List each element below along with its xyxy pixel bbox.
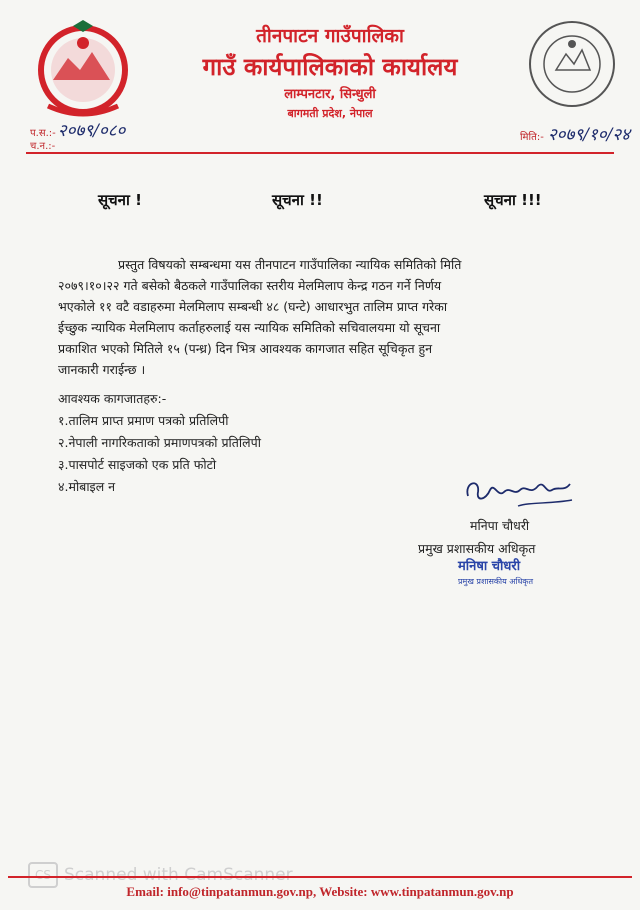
- list-item: २.नेपाली नागरिकताको प्रमाणपत्रको प्रतिलिपी: [58, 435, 261, 450]
- stamp-name: मनिषा चौधरी: [458, 559, 521, 574]
- required-documents-heading: आवश्यक कागजातहरु:-: [58, 391, 167, 406]
- body-line: भएकोले ११ वटै वडाहरुमा मेलमिलाप सम्बन्धी ४८ (घन्टे) आधारभुत तालिम प्राप्त गरेका: [58, 299, 448, 314]
- office-name: गाउँ कार्यपालिकाको कार्यालय: [202, 53, 458, 81]
- letter-date: [520, 122, 630, 145]
- nepal-emblem-icon: [28, 18, 138, 118]
- body-line: प्रकाशित भएको मितिले १५ (पन्ध्र) दिन भित्र आवश्यक कागजात सहित सूचिकृत हुन: [58, 341, 433, 356]
- body-line: ईच्छुक न्यायिक मेलमिलाप कर्ताहरुलाई यस न्यायिक समितिको सचिवालयमा यो सूचना: [58, 320, 441, 335]
- required-documents-list: [58, 410, 261, 498]
- municipality-name: तीनपाटन गाउँपालिका: [256, 25, 404, 47]
- province-name: बागमती प्रदेश, नेपाल: [287, 107, 373, 120]
- footer-contact: Email: info@tinpatanmun.gov.np, Website: www.tinpatanmun.gov.np: [126, 884, 514, 899]
- stamp-title: प्रमुख प्रशासकीय अधिकृत: [458, 577, 534, 586]
- notice-body: [58, 254, 588, 380]
- notice-heading-3: सूचना !!!: [484, 191, 542, 209]
- notice-heading-1: सूचना !: [98, 191, 142, 209]
- list-item: ४.मोबाइल न: [58, 479, 116, 494]
- letter-number-label: प.स.:-: [30, 128, 56, 139]
- municipal-seal-icon: [526, 18, 618, 110]
- list-item: ३.पासपोर्ट साइजको एक प्रति फोटो: [58, 457, 217, 472]
- body-line: २०७९।१०।२२ गते बसेको बैठकले गाउँपालिका स्तरीय मेलमिलाप केन्द्र गठन गर्ने निर्णय: [58, 278, 442, 293]
- watermark-text: Scanned with CamScanner: [64, 865, 293, 885]
- date-value: २०७९/१०/२४: [547, 125, 630, 145]
- header-divider: [26, 152, 614, 154]
- signatory-title: प्रमुख प्रशासकीय अधिकृत: [418, 541, 536, 556]
- body-line: प्रस्तुत विषयको सम्बन्धमा यस तीनपाटन गाउँपालिका न्यायिक समितिको मिति: [118, 257, 462, 272]
- list-item: १.तालिम प्राप्त प्रमाण पत्रको प्रतिलिपी: [58, 413, 229, 428]
- camscanner-icon: CS: [28, 862, 58, 888]
- signature-icon: [460, 472, 580, 518]
- signatory-name: मनिपा चौधरी: [470, 518, 530, 533]
- dispatch-number: [30, 138, 55, 152]
- dispatch-number-label: च.न.:-: [30, 141, 56, 152]
- footer-divider: [8, 876, 632, 878]
- notice-heading-2: सूचना !!: [272, 191, 323, 209]
- office-location: लाम्पनटार, सिन्धुली: [284, 87, 376, 102]
- body-line: जानकारी गराईन्छ ।: [58, 362, 146, 377]
- date-label: मिति:-: [519, 132, 544, 143]
- letter-number-value: २०७९/०८०: [57, 121, 126, 141]
